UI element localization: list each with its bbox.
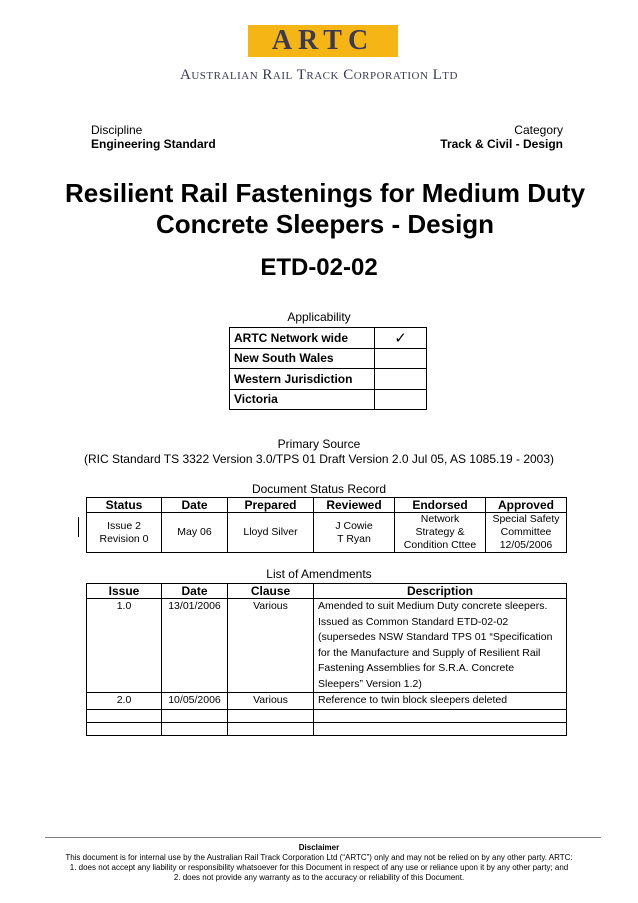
col-header-prepared: Prepared: [228, 498, 314, 513]
applicability-name: Victoria: [230, 389, 375, 410]
category-label: Category: [514, 123, 563, 137]
applicability-table: [229, 327, 427, 410]
issue-cell: 2.0: [87, 693, 162, 710]
empty-row: [87, 709, 567, 722]
applicability-check-cell: [375, 348, 427, 369]
discipline-label: Discipline: [91, 123, 143, 137]
approved-cell: [486, 513, 567, 553]
applicability-row: [230, 389, 427, 410]
col-header-reviewed: Reviewed: [314, 498, 395, 513]
description-line: Sleepers” Version 1.2): [318, 677, 422, 690]
applicability-row: [230, 328, 427, 349]
col-header-clause: Clause: [228, 584, 314, 599]
issue-cell: 1.0: [87, 599, 162, 693]
description-line: Amended to suit Medium Duty concrete sleepers.: [318, 600, 548, 612]
empty-cell: [162, 722, 228, 735]
disclaimer-line: This document is for internal use by the Australian Rail Track Corporation Ltd (“ARTC”) only and may not be relied on by any other party. ARTC:: [65, 853, 573, 862]
empty-cell: [87, 709, 162, 722]
date-cell: May 06: [162, 513, 228, 553]
document-title: Resilient Rail Fastenings for Medium Duty Concrete Sleepers - Design: [64, 178, 586, 239]
category-value: Track & Civil - Design: [440, 137, 563, 151]
status-cell: [87, 513, 162, 553]
artc-logo-text: ARTC: [271, 25, 375, 56]
reviewer-name: T Ryan: [337, 532, 371, 545]
empty-cell: [87, 722, 162, 735]
reviewer-name: J Cowie: [335, 519, 373, 532]
disclaimer-line: 2. does not provide any warranty as to the accuracy or reliability of this Document.: [173, 873, 465, 882]
status-record-table: [86, 497, 567, 553]
primary-source-label: Primary Source: [277, 437, 361, 451]
description-line: (supersedes NSW Standard TPS 01 “Specification: [318, 631, 553, 643]
col-header-issue: Issue: [87, 584, 162, 599]
applicability-row: [230, 369, 427, 390]
amendments-label: List of Amendments: [266, 567, 372, 581]
amendments-header-row: [87, 584, 567, 599]
status-line: Issue 2: [107, 519, 141, 532]
endorsed-cell: [395, 513, 486, 553]
status-line: Revision 0: [99, 532, 149, 545]
endorsed-line: Strategy &: [415, 526, 465, 538]
status-header-row: [87, 498, 567, 513]
description-line: Fastening Assemblies for S.R.A. Concrete: [318, 662, 515, 674]
applicability-check-cell: [375, 389, 427, 410]
col-header-endorsed: Endorsed: [395, 498, 486, 513]
col-header-date: Date: [162, 498, 228, 513]
col-header-status: Status: [87, 498, 162, 513]
approved-line: Special Safety: [492, 513, 560, 525]
empty-cell: [228, 722, 314, 735]
description-line: for the Manufacture and Supply of Resilient Rail: [318, 646, 541, 659]
status-row: [87, 513, 567, 553]
applicability-name: New South Wales: [230, 348, 375, 369]
clause-cell: Various: [228, 693, 314, 710]
empty-cell: [314, 722, 567, 735]
company-name: Australian Rail Track Corporation Ltd: [180, 67, 458, 83]
col-header-date: Date: [162, 584, 228, 599]
footer-divider: [45, 837, 601, 838]
disclaimer-line: 1. does not accept any liability or responsibility whatsoever for this Document in respect of any use or reliance upon it by any other party; and: [69, 863, 569, 872]
applicability-check-cell: [375, 369, 427, 390]
amendments-table: [86, 583, 567, 736]
applicability-row: [230, 348, 427, 369]
amendment-row: [87, 693, 567, 710]
prepared-cell: Lloyd Silver: [228, 513, 314, 553]
disclaimer-title: Disclaimer: [298, 843, 340, 852]
description-cell: [314, 599, 567, 693]
endorsed-line: Condition Cttee: [403, 539, 477, 551]
approved-line: 12/05/2006: [499, 539, 553, 551]
description-cell: Reference to twin block sleepers deleted: [314, 693, 567, 710]
clause-cell: Various: [228, 599, 314, 693]
empty-row: [87, 722, 567, 735]
col-header-approved: Approved: [486, 498, 567, 513]
date-cell: 13/01/2006: [162, 599, 228, 693]
col-header-description: Description: [314, 584, 567, 599]
date-cell: 10/05/2006: [162, 693, 228, 710]
empty-cell: [228, 709, 314, 722]
applicability-name: Western Jurisdiction: [230, 369, 375, 390]
discipline-value: Engineering Standard: [91, 137, 216, 151]
approved-line: Committee: [500, 526, 552, 538]
document-number: ETD-02-02: [260, 254, 378, 281]
reviewed-cell: [314, 513, 395, 553]
disclaimer-text: [30, 853, 608, 883]
applicability-label: Applicability: [287, 310, 351, 324]
primary-source-text: (RIC Standard TS 3322 Version 3.0/TPS 01 Draft Version 2.0 Jul 05, AS 1085.19 - 2003): [83, 452, 555, 466]
description-line: Issued as Common Standard ETD-02-02: [318, 615, 509, 628]
endorsed-line: Network: [420, 513, 460, 525]
change-bar: [78, 517, 79, 537]
applicability-name: ARTC Network wide: [230, 328, 375, 349]
check-icon: ✓: [375, 328, 427, 349]
empty-cell: [314, 709, 567, 722]
amendment-row: [87, 599, 567, 693]
status-record-label: Document Status Record: [251, 482, 387, 496]
empty-cell: [162, 709, 228, 722]
